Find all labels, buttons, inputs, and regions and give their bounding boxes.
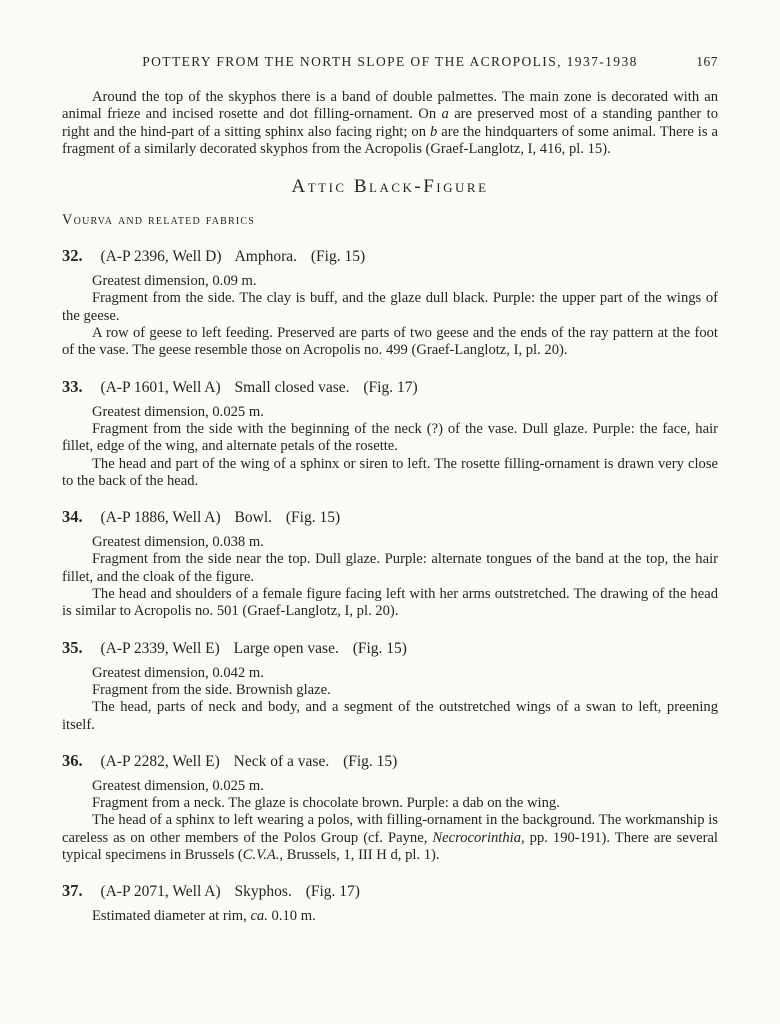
entry-inventory-id: (A-P 1886, Well A): [100, 509, 221, 527]
entry-paragraph: Fragment from the side near the top. Dull glaze. Purple: alternate tongues of the band at the top, the hair fillet, and the cloak of the figure.: [62, 551, 718, 585]
entry-paragraph: Greatest dimension, 0.042 m.: [92, 664, 264, 681]
entry-heading: [62, 377, 718, 397]
entry-paragraph: Fragment from the side. The clay is buff, and the glaze dull black. Purple: the upper part of the wings of the geese.: [62, 290, 718, 324]
page-number: 167: [696, 54, 718, 69]
catalog-entry-36: [62, 751, 718, 864]
entry-inventory-id: (A-P 1601, Well A): [100, 378, 221, 396]
entry-paragraph: Estimated diameter at rim, ca. 0.10 m.: [92, 908, 316, 925]
entry-figure-ref: (Fig. 15): [343, 752, 398, 770]
entry-paragraph: Fragment from the side with the beginning of the neck (?) of the vase. Dull glaze. Purple: the face, hair fillet, edge of the wing, and alternate petals of the rosette.: [62, 420, 718, 455]
entry-object-name: Bowl.: [234, 509, 273, 527]
entry-paragraph: Greatest dimension, 0.025 m.: [92, 777, 264, 794]
entry-number: 35.: [62, 637, 83, 657]
entry-number: 34.: [62, 507, 83, 527]
entry-inventory-id: (A-P 2071, Well A): [100, 883, 221, 901]
catalog-entry-33: [62, 377, 718, 490]
entry-paragraph: The head of a sphinx to left wearing a polos, with filling-ornament in the background. The workmanship is careless as on other members of the Polos Group (cf. Payne, Necrocorinthia, pp. 190-191). There are several typical specimens in Brussels (C.V.A., Brussels, 1, III H d, pl. 1).: [62, 812, 718, 864]
entry-heading: [62, 751, 718, 771]
entry-inventory-id: (A-P 2396, Well D): [100, 248, 222, 266]
entry-paragraph: Fragment from a neck. The glaze is chocolate brown. Purple: a dab on the wing.: [92, 795, 560, 812]
entry-paragraph: Fragment from the side. Brownish glaze.: [92, 681, 331, 698]
catalog-entry-32: [62, 246, 718, 359]
entry-object-name: Skyphos.: [234, 883, 292, 901]
entry-heading: [62, 507, 718, 527]
entry-object-name: Neck of a vase.: [233, 752, 330, 770]
entry-heading: [62, 638, 718, 658]
entry-figure-ref: (Fig. 17): [305, 883, 360, 901]
subsection-heading: Vourva and related fabrics: [62, 212, 256, 229]
entry-object-name: Amphora.: [234, 248, 297, 266]
page-header: [62, 54, 718, 70]
entry-paragraph: Greatest dimension, 0.025 m.: [92, 403, 264, 420]
entry-object-name: Small closed vase.: [234, 378, 350, 396]
entry-figure-ref: (Fig. 15): [310, 248, 366, 266]
entry-inventory-id: (A-P 2339, Well E): [100, 639, 220, 657]
running-head-title: POTTERY FROM THE NORTH SLOPE OF THE ACROPOLIS, 1937-1938: [142, 54, 638, 69]
entry-figure-ref: (Fig. 15): [352, 639, 407, 657]
catalog-entry-37: [62, 881, 718, 925]
entry-number: 33.: [62, 376, 83, 396]
section-heading: Attic Black-Figure: [291, 176, 489, 198]
entry-paragraph: The head and part of the wing of a sphinx or siren to left. The rosette filling-ornament is drawn very close to the back of the head.: [62, 455, 718, 489]
intro-paragraph: Around the top of the skyphos there is a band of double palmettes. The main zone is decorated with an animal frieze and incised rosette and dot filling-ornament. On a are preserved most of a standing panther to right and the hind-part of a sitting sphinx also facing right; on b are the hindquarters of some animal. There is a fragment of a similarly decorated skyphos from the Acropolis (Graef-Langlotz, I, 416, pl. 15).: [62, 89, 718, 157]
catalog-entry-34: [62, 507, 718, 620]
entry-figure-ref: (Fig. 17): [363, 378, 418, 396]
entry-paragraph: Greatest dimension, 0.038 m.: [92, 534, 264, 551]
entry-number: 32.: [62, 246, 83, 266]
catalog-entry-35: [62, 638, 718, 734]
entry-number: 37.: [62, 881, 83, 901]
entry-paragraph: A row of geese to left feeding. Preserved are parts of two geese and the ends of the ray pattern at the foot of the vase. The geese resemble those on Acropolis no. 499 (Graef-Langlotz, I, pl. 20).: [62, 325, 718, 359]
entry-heading: [62, 881, 718, 901]
entry-figure-ref: (Fig. 15): [285, 509, 341, 527]
entry-paragraph: Greatest dimension, 0.09 m.: [92, 273, 257, 290]
entry-inventory-id: (A-P 2282, Well E): [100, 752, 220, 770]
entry-paragraph: The head, parts of neck and body, and a segment of the outstretched wings of a swan to left, preening itself.: [62, 699, 718, 733]
entry-object-name: Large open vase.: [233, 639, 339, 657]
entry-number: 36.: [62, 750, 83, 770]
entry-heading: [62, 246, 718, 266]
entry-paragraph: The head and shoulders of a female figure facing left with her arms outstretched. The drawing of the head is similar to Acropolis no. 501 (Graef-Langlotz, I, pl. 20).: [62, 586, 718, 620]
